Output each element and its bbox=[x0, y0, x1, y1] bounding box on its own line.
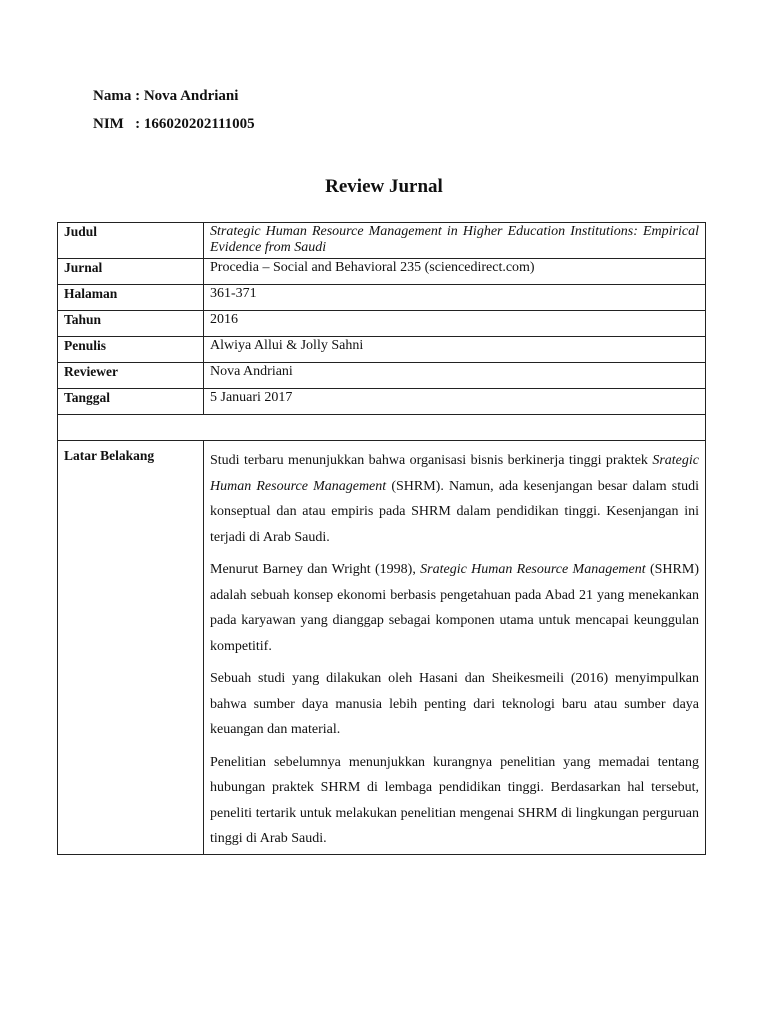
paragraph-1 bbox=[210, 448, 699, 550]
value-judul: Strategic Human Resource Management in Higher Education Institutions: Empirical Evidence from Saudi bbox=[204, 223, 706, 259]
table-row-tanggal bbox=[58, 389, 706, 415]
table-row-spacer bbox=[58, 415, 706, 441]
paragraph-4: Penelitian sebelumnya menunjukkan kurangnya penelitian yang memadai tentang hubungan praktek SHRM di lembaga pendidikan tinggi. Berdasarkan hal tersebut, peneliti tertarik untuk melakukan penelitian mengenai SHRM di lingkungan perguruan tinggi di Arab Saudi. bbox=[210, 754, 699, 846]
table-row-latar-belakang bbox=[58, 441, 706, 855]
value-penulis: Alwiya Allui & Jolly Sahni bbox=[204, 337, 706, 363]
label-penulis: Penulis bbox=[58, 337, 204, 363]
label-halaman: Halaman bbox=[58, 285, 204, 311]
table-row-reviewer bbox=[58, 363, 706, 389]
student-nim: NIM : 166020202111005 bbox=[93, 116, 255, 132]
label-reviewer: Reviewer bbox=[58, 363, 204, 389]
student-name: Nama : Nova Andriani bbox=[93, 88, 239, 104]
value-tahun: 2016 bbox=[204, 311, 706, 337]
paragraph-1-text-b: (SHRM). Namun, ada kesenjangan besar dalam studi konseptual dan atau empiris pada SHRM dalam pendidikan tinggi. Kesenjangan ini terjadi di Arab Saudi. bbox=[210, 478, 699, 545]
value-jurnal: Procedia – Social and Behavioral 235 (sciencedirect.com) bbox=[204, 259, 706, 285]
spacer-cell bbox=[58, 415, 706, 441]
paragraph-2 bbox=[210, 557, 699, 659]
paragraph-1-term: Srategic Human Resource Management bbox=[210, 453, 699, 494]
label-tahun: Tahun bbox=[58, 311, 204, 337]
table-row-halaman bbox=[58, 285, 706, 311]
value-halaman: 361-371 bbox=[204, 285, 706, 311]
table-row-judul bbox=[58, 223, 706, 259]
label-jurnal: Jurnal bbox=[58, 259, 204, 285]
page-title: Review Jurnal bbox=[325, 176, 443, 197]
label-judul: Judul bbox=[58, 223, 204, 259]
value-latar-belakang bbox=[204, 441, 706, 855]
label-tanggal: Tanggal bbox=[58, 389, 204, 415]
paragraph-3: Sebuah studi yang dilakukan oleh Hasani dan Sheikesmeili (2016) menyimpulkan bahwa sumber daya manusia lebih penting dari teknologi baru atau sumber daya keuangan dan material. bbox=[210, 671, 699, 737]
label-latar-belakang: Latar Belakang bbox=[58, 441, 204, 855]
table-row-penulis bbox=[58, 337, 706, 363]
value-tanggal: 5 Januari 2017 bbox=[204, 389, 706, 415]
value-reviewer: Nova Andriani bbox=[204, 363, 706, 389]
paragraph-2-text-a: Menurut Barney dan Wright (1998), bbox=[210, 562, 421, 577]
review-table bbox=[57, 222, 706, 855]
paragraph-2-text-b: (SHRM) adalah sebuah konsep ekonomi berbasis pengetahuan pada Abad 21 yang menekankan pada karyawan yang dianggap sebagai komponen utama untuk mencapai keunggulan kompetitif. bbox=[210, 562, 699, 654]
table-row-tahun bbox=[58, 311, 706, 337]
table-row-jurnal bbox=[58, 259, 706, 285]
paragraph-1-text-a: Studi terbaru menunjukkan bahwa organisasi bisnis berkinerja tinggi praktek bbox=[210, 453, 653, 468]
paragraph-2-term: Srategic Human Resource Management bbox=[420, 562, 646, 577]
